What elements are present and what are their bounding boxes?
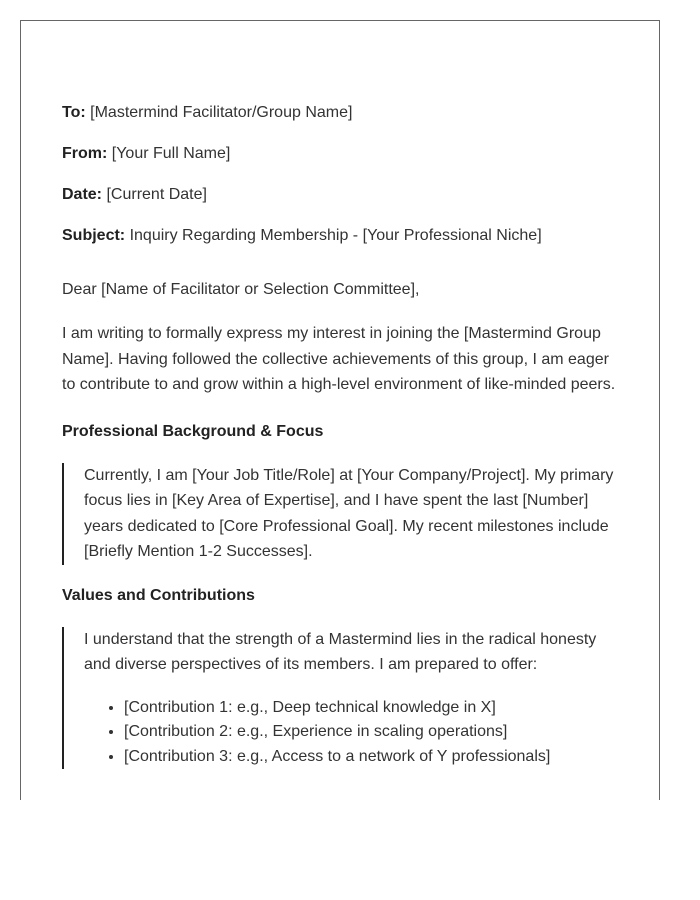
section-heading-background: Professional Background & Focus	[62, 422, 324, 440]
salutation: Dear [Name of Facilitator or Selection Committee],	[62, 281, 420, 298]
list-item: • [Contribution 1: e.g., Deep technical knowledge in X]	[124, 696, 622, 721]
from-value: [Your Full Name]	[111, 145, 231, 162]
background-blockquote	[62, 463, 622, 565]
subject-value: Inquiry Regarding Membership - [Your Professional Niche]	[129, 227, 542, 244]
subject-line	[62, 226, 622, 246]
background-paragraph: Currently, I am [Your Job Title/Role] at [Your Company/Project]. My primary focus lies in [Key Area of Expertise], and I have spent the last [Number] years dedicated to [Core Professional Goal]. My recent milestones include [Briefly Mention 1-2 Successes].	[84, 466, 614, 560]
letter-page	[20, 20, 660, 800]
letter-content	[62, 103, 622, 790]
intro-paragraph: I am writing to formally express my interest in joining the [Mastermind Group Name]. Having followed the collective achievements of this group, I am eager to contribute to and grow within a high-level environment of like-minded peers.	[62, 325, 616, 393]
values-paragraph: I understand that the strength of a Mastermind lies in the radical honesty and diverse perspectives of its members. I am prepared to offer:	[84, 630, 597, 673]
date-line	[62, 185, 622, 205]
list-item: • [Contribution 2: e.g., Experience in scaling operations]	[124, 720, 622, 745]
list-item: • [Contribution 3: e.g., Access to a network of Y professionals]	[124, 745, 622, 770]
from-line	[62, 144, 622, 164]
subject-label: Subject:	[62, 227, 126, 244]
contributions-list	[84, 696, 622, 770]
values-blockquote	[62, 627, 622, 770]
to-value: [Mastermind Facilitator/Group Name]	[90, 104, 353, 121]
date-label: Date:	[62, 186, 103, 203]
to-line	[62, 103, 622, 123]
section-heading-values: Values and Contributions	[62, 586, 255, 604]
from-label: From:	[62, 145, 108, 162]
date-value: [Current Date]	[106, 186, 207, 203]
to-label: To:	[62, 104, 86, 121]
